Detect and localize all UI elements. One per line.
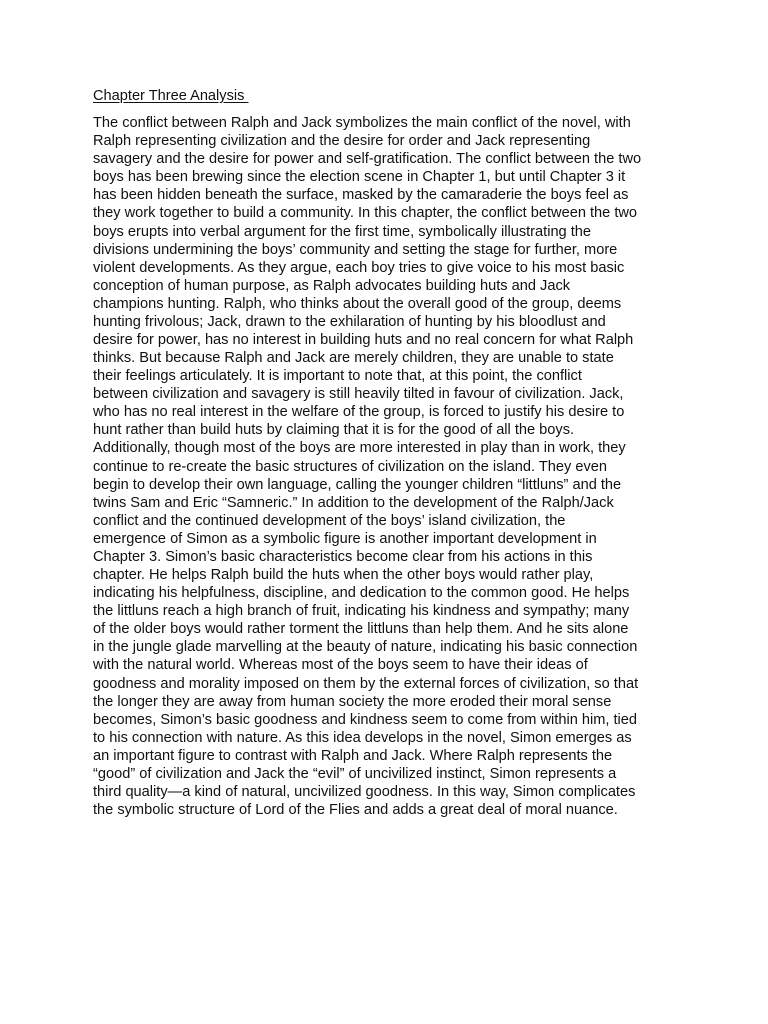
body-line: savagery and the desire for power and self-gratification. The conflict between the two: [93, 151, 642, 168]
body-line: of the older boys would rather torment the littluns than help them. And he sits alone: [93, 621, 629, 638]
body-line: with the natural world. Whereas most of the boys seem to have their ideas of: [93, 657, 588, 674]
body-line: “good” of civilization and Jack the “evil” of uncivilized instinct, Simon represents a: [93, 765, 617, 782]
body-line: who has no real interest in the welfare of the group, is forced to justify his desire to: [93, 404, 625, 421]
body-line: emergence of Simon as a symbolic figure is another important development in: [93, 530, 597, 547]
body-line: goodness and morality imposed on them by the external forces of civilization, so that: [93, 675, 639, 692]
body-line: champions hunting. Ralph, who thinks about the overall good of the group, deems: [93, 295, 622, 312]
body-line: an important figure to contrast with Ralph and Jack. Where Ralph represents the: [93, 747, 613, 764]
body-line: begin to develop their own language, calling the younger children “littluns” and the: [93, 476, 622, 493]
body-line: has been hidden beneath the surface, masked by the camaraderie the boys feel as: [93, 187, 629, 204]
body-line: desire for power, has no interest in building huts and no real concern for what Ralph: [93, 332, 634, 349]
body-line: Ralph representing civilization and the desire for order and Jack representing: [93, 133, 591, 150]
body-line: third quality—a kind of natural, uncivilized goodness. In this way, Simon complicates: [93, 783, 636, 800]
body-line: violent developments. As they argue, each boy tries to give voice to his most basic: [93, 259, 625, 276]
body-line: to his connection with nature. As this idea develops in the novel, Simon emerges as: [93, 729, 632, 746]
body-line: boys has been brewing since the election scene in Chapter 1, but until Chapter 3 it: [93, 169, 626, 186]
body-line: their feelings articulately. It is important to note that, at this point, the conflict: [93, 368, 582, 385]
document-title: Chapter Three Analysis: [93, 88, 249, 104]
body-line: the longer they are away from human society the more eroded their moral sense: [93, 693, 612, 710]
body-line: continue to re-create the basic structures of civilization on the island. They even: [93, 458, 608, 475]
body-line: twins Sam and Eric “Samneric.” In addition to the development of the Ralph/Jack: [93, 494, 614, 511]
body-line: The conflict between Ralph and Jack symbolizes the main conflict of the novel, with: [93, 115, 631, 132]
body-line: boys erupts into verbal argument for the first time, symbolically illustrating the: [93, 223, 592, 240]
document-body: [93, 114, 683, 819]
body-line: thinks. But because Ralph and Jack are merely children, they are unable to state: [93, 350, 614, 367]
body-line: between civilization and savagery is still heavily tilted in favour of civilization. Jack,: [93, 386, 624, 403]
body-line: in the jungle glade marvelling at the beauty of nature, indicating his basic connection: [93, 639, 638, 656]
body-line: the littluns reach a high branch of fruit, indicating his kindness and sympathy; many: [93, 603, 630, 620]
body-line: conception of human purpose, as Ralph advocates building huts and Jack: [93, 277, 571, 294]
body-line: they work together to build a community. In this chapter, the conflict between the two: [93, 205, 638, 222]
body-line: hunt rather than build huts by claiming that it is for the good of all the boys.: [93, 422, 575, 439]
body-line: hunting frivolous; Jack, drawn to the exhilaration of hunting by his bloodlust and: [93, 313, 606, 330]
body-line: Additionally, though most of the boys are more interested in play than in work, they: [93, 440, 626, 457]
body-line: indicating his helpfulness, discipline, and dedication to the common good. He helps: [93, 585, 630, 602]
document-content: [93, 87, 683, 819]
body-line: the symbolic structure of Lord of the Flies and adds a great deal of moral nuance.: [93, 802, 618, 819]
body-line: conflict and the continued development of the boys’ island civilization, the: [93, 512, 566, 529]
body-line: chapter. He helps Ralph build the huts when the other boys would rather play,: [93, 567, 594, 584]
body-line: becomes, Simon’s basic goodness and kindness seem to come from within him, tied: [93, 711, 638, 728]
body-line: Chapter 3. Simon’s basic characteristics become clear from his actions in this: [93, 548, 593, 565]
body-line: divisions undermining the boys’ community and setting the stage for further, more: [93, 241, 618, 258]
